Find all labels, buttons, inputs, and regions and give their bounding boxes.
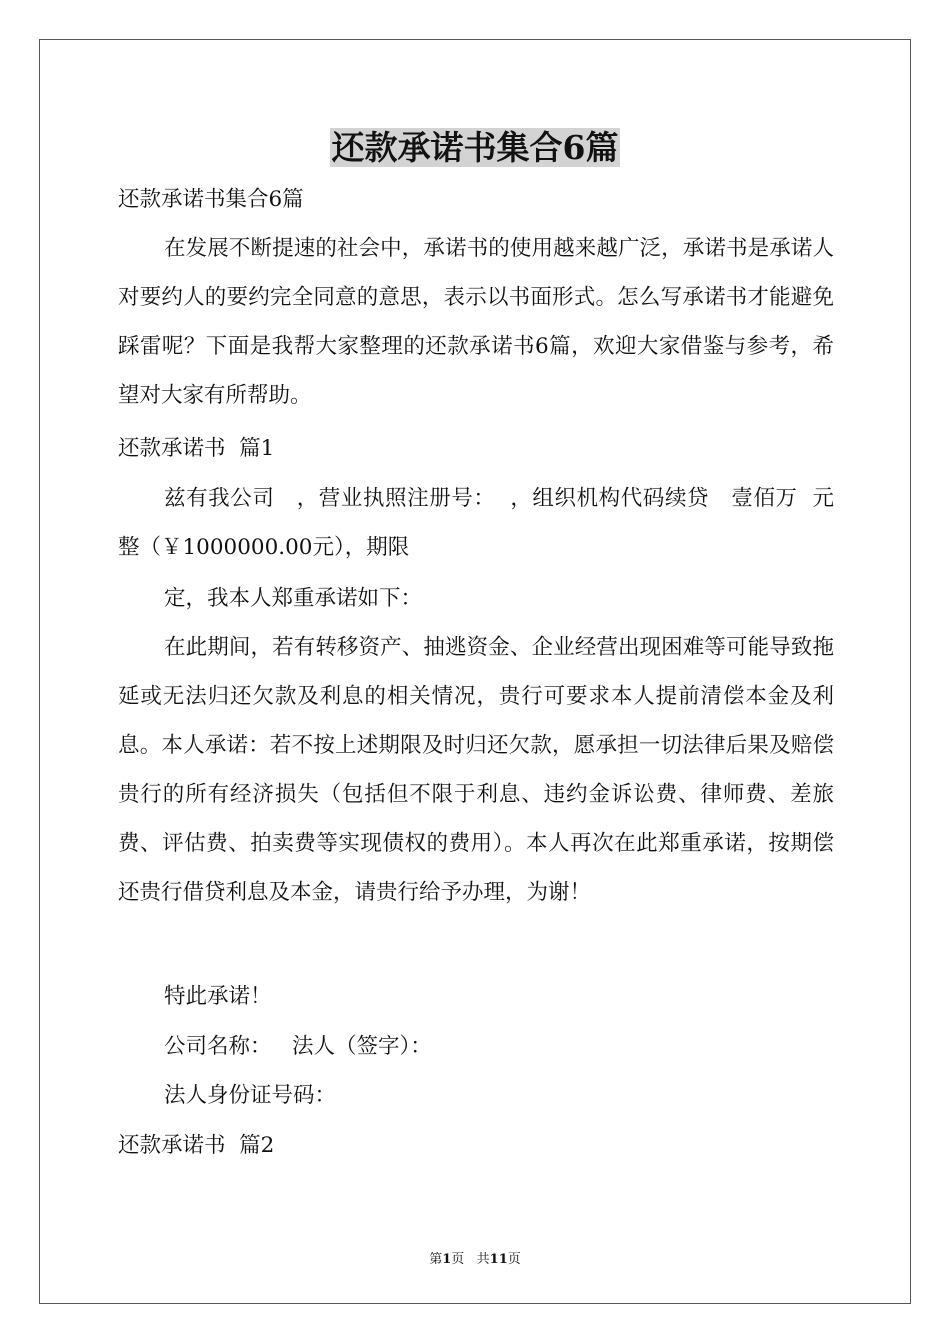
footer-suffix: 页 bbox=[507, 1252, 521, 1267]
footer-prefix: 第 bbox=[429, 1252, 443, 1267]
id-number-line: 法人身份证号码： bbox=[164, 1083, 337, 1108]
footer-mid: 页 共 bbox=[451, 1252, 490, 1267]
document-title bbox=[0, 128, 950, 174]
footer-total-pages: 11 bbox=[489, 1252, 508, 1267]
section-heading-2: 还款承诺书 篇2 bbox=[118, 1133, 275, 1158]
footer-current-page: 1 bbox=[442, 1252, 452, 1267]
paragraph-commitment-intro: 定，我本人郑重承诺如下： bbox=[164, 586, 423, 611]
section-heading-1: 还款承诺书 篇1 bbox=[118, 436, 275, 461]
company-signature-line: 公司名称： 法人（签字）： bbox=[164, 1034, 432, 1059]
subtitle: 还款承诺书集合6篇 bbox=[118, 187, 304, 212]
paragraph-commitment-body: 在此期间，若有转移资产、抽逃资金、企业经营出现困难等可能导致拖延或无法归还欠款及利息的相关情况，贵行可要求本人提前清偿本金及利息。本人承诺：若不按上述期限及时归还欠款，愿承担一切法律后果及赔偿贵行的所有经济损失（包括但不限于利息、违约金诉讼费、律师费、差旅费、评估费、拍卖费等实现债权的费用）。本人再次在此郑重承诺，按期偿还贵行借贷利息及本金，请贵行给予办理，为谢！ bbox=[118, 635, 834, 905]
paragraph-loan-info: 兹有我公司 ，营业执照注册号： ，组织机构代码续贷 壹佰万 元整（￥1000000.00元），期限 bbox=[118, 486, 834, 560]
document-title-text: 还款承诺书集合6篇 bbox=[331, 128, 619, 167]
intro-paragraph: 在发展不断提速的社会中，承诺书的使用越来越广泛，承诺书是承诺人对要约人的要约完全同意的意思，表示以书面形式。怎么写承诺书才能避免踩雷呢？下面是我帮大家整理的还款承诺书6篇，欢迎大家借鉴与参考，希望对大家有所帮助。 bbox=[118, 236, 834, 408]
page-footer bbox=[0, 1248, 950, 1267]
paragraph-closing: 特此承诺！ bbox=[164, 984, 272, 1009]
